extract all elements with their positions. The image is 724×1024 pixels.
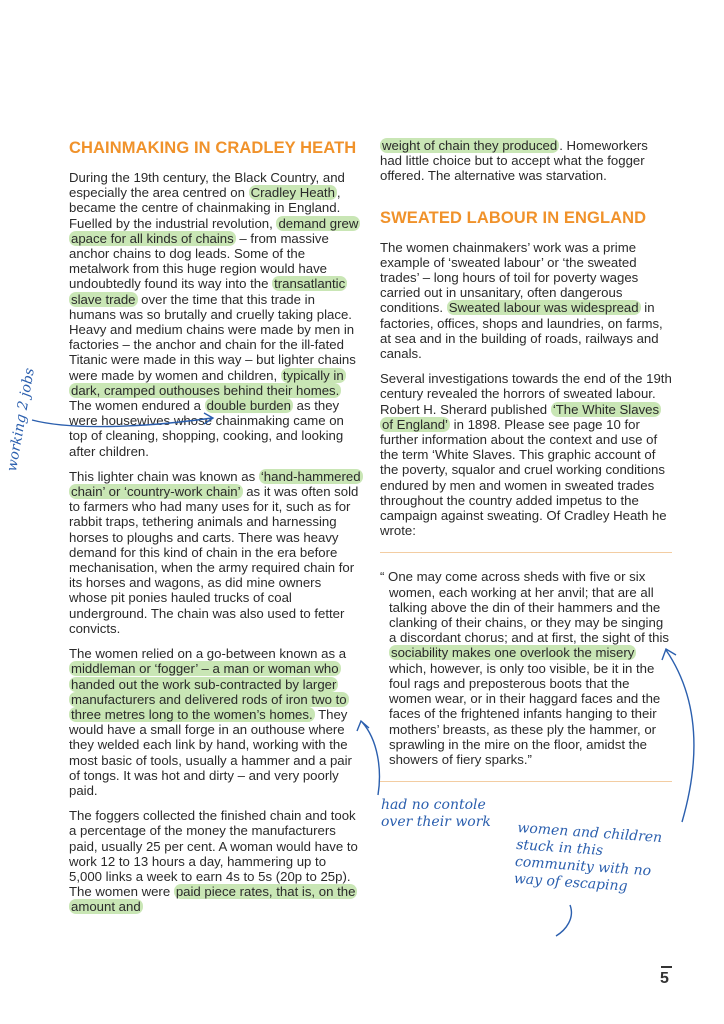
highlighted-text: demand grew apace for all kinds of chains [71, 215, 359, 246]
highlighted-text: double burden [206, 398, 291, 414]
heading-chainmaking: CHAINMAKING IN CRADLEY HEATH [69, 139, 357, 157]
text-run: in 1898. Please see page 10 for further information about the context and use of the term ‘White Slaves. This graphic account of the poverty, squalor and cruel working conditions endured by men and women in sweated trades throughout the country added impetus to the campaign against sweating. Of Cradley Heath he wrote: [380, 416, 667, 539]
highlighted-text: weight of chain they produced [382, 138, 558, 153]
highlighted-text: ‘The White Slaves of England’ [382, 401, 660, 432]
text-run: The foggers collected the finished chain and took a percentage of the money the manufacturers paid, usually 25 per cent. A woman would have to work 12 to 13 hours a day, hammering up to 5,000 links a week to earn 4s to 5s (20p to 25p). The women were [69, 808, 358, 900]
text-run: They would have a small forge in an outhouse where they welded each link by hand, working with the most basic of tools, usually a hammer and a pair of tongs. It was hot and dirty – and very poorly paid. [69, 706, 352, 798]
text-run: as it was often sold to farmers who had many uses for it, such as for rabbit traps, tethering animals and harnessing horses to ploughs and carts. There was heavy demand for this kind of chain in the era before mechanisation, when the army required chain for its horses and wagons, as did mine owners whose pit ponies hauled trucks of coal underground. The chain was also used to fetter convicts. [69, 484, 359, 636]
highlighted-text: paid piece rates, that is, on the amount and [71, 884, 356, 915]
text-run: Several investigations towards the end of the 19th century revealed the horrors of sweated labour. Robert H. Sherard published [380, 371, 672, 417]
paragraph [380, 371, 672, 538]
paragraph [380, 240, 672, 362]
heading-sweated-labour: SWEATED LABOUR IN ENGLAND [380, 208, 647, 227]
text-run: – from massive anchor chains to dog leads. Some of the metalwork from this huge region would have undoubtedly found its way into the [69, 230, 329, 292]
page-number: 5 [660, 970, 669, 987]
note-text: had no contole over their work [381, 797, 491, 830]
highlighted-text: middleman or ‘fogger’ – a man or woman who handed out the work sub-contracted by larger manufacturers and delivered rods of iron two to three metres long to the women’s homes. [71, 661, 347, 722]
text-run: . Homeworkers had little choice but to accept what the fogger offered. The alternative was starvation. [380, 138, 648, 184]
right-column [380, 138, 672, 782]
text-run: in factories, offices, shops and laundries, on farms, at sea and in the building of roads, railways and canals. [380, 300, 663, 362]
text-run: This lighter chain was known as [69, 468, 259, 484]
arrow-stuck-tail [556, 905, 571, 936]
text-run: The women endured a [69, 398, 205, 414]
handwritten-note-control [381, 797, 491, 831]
paragraph [69, 808, 362, 914]
text-run: as they were housewives whose chainmaking came on top of cleaning, shopping, cooking, and looking after children. [69, 398, 344, 459]
note-text: working 2 jobs [4, 366, 38, 473]
left-column [69, 138, 362, 925]
text-run: The women relied on a go-between known as a [69, 646, 347, 662]
text-run: , became the centre of chainmaking in England. Fuelled by the industrial revolution, [69, 185, 341, 231]
text-run: During the 19th century, the Black Country, and especially the area centred on [69, 170, 345, 201]
highlighted-text: sociability makes one overlook the misery [391, 645, 635, 661]
text-run: The women chainmakers’ work was a prime example of ‘sweated labour’ or ‘the sweated trades’ – long hours of toil for poverty wages carried out in unsanitary, often dangerous conditions. [380, 239, 639, 316]
highlighted-text: Sweated labour was widespread [448, 300, 639, 316]
handwritten-note-working [4, 367, 39, 473]
sherard-quote [380, 552, 672, 782]
text-run: which, however, is only too visible, be it in the foul rags and preposterous boots that the women wear, or in their haggard faces and the faces of the frightened infants hanging to their mothers’ breasts, as these ply the hammer, or sprawling in the mire on the floor, amidst the showers of fiery sparks.” [389, 660, 661, 767]
quote-text [380, 569, 672, 767]
highlighted-text: ‘hand-hammered chain’ or ‘country-work chain’ [71, 468, 361, 500]
text-run: over the time that this trade in humans was so brutally and cruelly taking place. Heavy and medium chains were made by men in factories – the anchor and chain for the ill-fated Titanic were made in this way – but lighter chains were made by women and children, [69, 291, 356, 383]
highlighted-text: Cradley Heath [250, 185, 335, 201]
highlighted-text: transatlantic slave trade [71, 276, 346, 307]
note-text: women and children stuck in this community with no way of escaping [513, 820, 663, 895]
paragraph [69, 646, 362, 798]
text-run: “ One may come across sheds with five or six women, each working at her anvil; that are all talking above the din of their hammers and the clanking of their chains, or they may be singing a discordant chorus; and at first, the sight of this [380, 569, 670, 646]
page-number-bar [661, 966, 672, 968]
paragraph [380, 138, 672, 184]
paragraph [69, 469, 362, 636]
highlighted-text: typically in dark, cramped outhouses behind their homes. [71, 367, 344, 398]
handwritten-note-women [513, 820, 682, 899]
paragraph [69, 170, 362, 459]
